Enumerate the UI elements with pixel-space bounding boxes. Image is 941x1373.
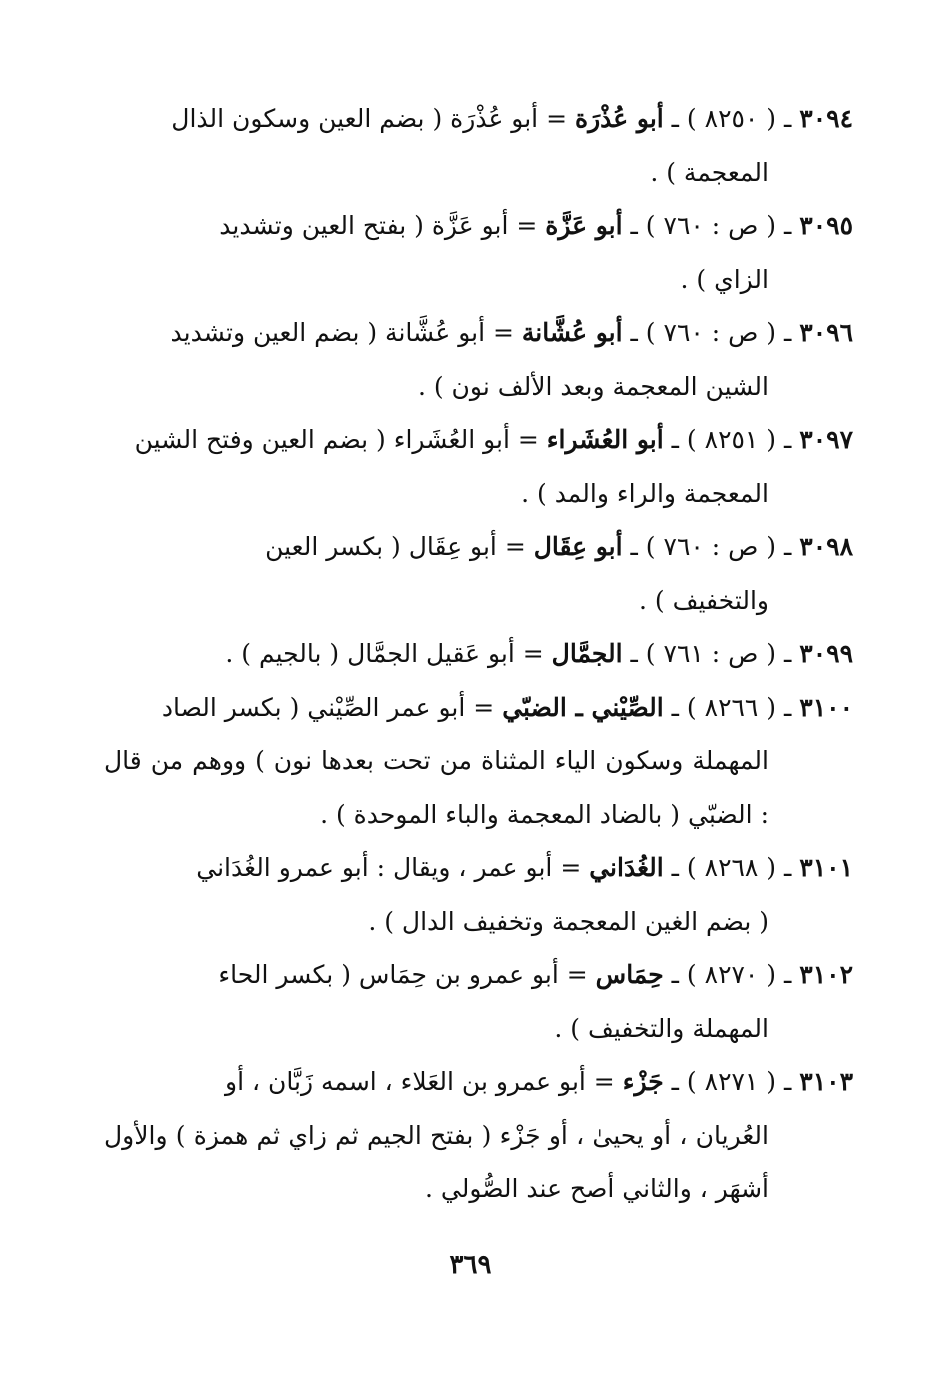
- entry-term: الغُدَاني: [589, 853, 664, 882]
- entry-term: الصِّيْني ـ الضبّي: [502, 692, 664, 722]
- entry-continuation: المعجمة والراء والمد ) .: [521, 478, 769, 508]
- entry-3103: [104, 1055, 853, 1216]
- entry-number: ٣٠٩٨: [799, 532, 853, 561]
- entry-reference: ـ ( ٨٢٦٨ ) ـ: [663, 853, 800, 882]
- entry-description: = أبو عَقيل الجمَّال ( بالجيم ) .: [225, 639, 552, 668]
- entry-3099: [104, 627, 853, 681]
- entry-reference: ـ ( ٨٢٥١ ) ـ: [663, 425, 800, 454]
- entry-description: = أبو عمرو بن حِمَاس ( بكسر الحاء: [218, 960, 596, 989]
- entry-continuation: الزاي ) .: [680, 264, 769, 294]
- entry-description: = أبو عِقَال ( بكسر العين: [265, 532, 534, 561]
- entry-3100: [104, 681, 853, 842]
- entry-term: الجمَّال: [551, 639, 623, 668]
- entry-3096: [104, 306, 853, 413]
- entry-description: = أبو عمر الصِّيْني ( بكسر الصاد: [161, 692, 503, 722]
- entry-reference: ـ ( ص : ٧٦١ ) ـ: [622, 639, 800, 668]
- entry-number: ٣٠٩٤: [799, 104, 853, 133]
- entry-reference: ـ ( ٨٢٧١ ) ـ: [663, 1067, 800, 1096]
- entry-continuation: الشين المعجمة وبعد الألف نون ) .: [417, 371, 769, 401]
- entry-term: أبو عُشَّانة: [521, 318, 623, 347]
- entry-term: أبو العُشَراء: [546, 425, 664, 454]
- entry-continuation: المعجمة ) .: [650, 157, 769, 187]
- entry-number: ٣٠٩٦: [799, 318, 853, 347]
- entry-number: ٣٠٩٩: [799, 639, 853, 668]
- entry-term: جَزْء: [622, 1067, 664, 1096]
- entry-continuation: المهملة وسكون الياء المثناة من تحت بعدها نون ) ووهم من قال : الضبّي ( بالضاد المعجمة والباء الموحدة ) .: [104, 746, 769, 829]
- entry-3097: [104, 413, 853, 520]
- entry-description: = أبو العُشَراء ( بضم العين وفتح الشين: [134, 425, 547, 454]
- entry-description: = أبو عمر ، ويقال : أبو عمرو الغُدَاني: [196, 853, 590, 882]
- entry-reference: ـ ( ٨٢٥٠ ) ـ: [663, 104, 800, 133]
- entry-description: = أبو عُشَّانة ( بضم العين وتشديد: [170, 318, 522, 347]
- entry-continuation: والتخفيف ) .: [639, 585, 769, 615]
- entry-description: = أبو عَزَّة ( بفتح العين وتشديد: [219, 211, 546, 240]
- entry-term: أبو عَزَّة: [545, 211, 623, 240]
- entry-description: = أبو عمرو بن العَلاء ، اسمه زَبَّان ، أو: [225, 1067, 623, 1096]
- entry-number: ٣١٠٣: [799, 1067, 853, 1096]
- entry-reference: ـ ( ص : ٧٦٠ ) ـ: [622, 211, 800, 240]
- entry-3102: [104, 948, 853, 1055]
- entry-number: ٣٠٩٧: [799, 425, 853, 454]
- entry-continuation: ( بضم الغين المعجمة وتخفيف الدال ) .: [368, 906, 769, 936]
- entry-description: = أبو عُذْرَة ( بضم العين وسكون الذال: [171, 104, 575, 133]
- entry-number: ٣١٠٢: [799, 960, 853, 989]
- entry-3098: [104, 520, 853, 627]
- entry-term: أبو عِقَال: [533, 532, 623, 561]
- entry-number: ٣١٠١: [799, 853, 853, 882]
- entry-reference: ـ ( ص : ٧٦٠ ) ـ: [622, 532, 800, 561]
- entry-continuation: المهملة والتخفيف ) .: [554, 1013, 769, 1043]
- entry-3095: [104, 199, 853, 306]
- page-number: ٣٦٩: [449, 1250, 492, 1280]
- entry-list: [104, 92, 853, 1216]
- entry-3101: [104, 841, 853, 948]
- entry-3094: [104, 92, 853, 199]
- entry-term: حِمَاس: [595, 960, 664, 989]
- entry-number: ٣١٠٠: [799, 692, 853, 722]
- entry-term: أبو عُذْرَة: [574, 104, 664, 133]
- entry-number: ٣٠٩٥: [799, 211, 853, 240]
- entry-reference: ـ ( ٨٢٧٠ ) ـ: [663, 960, 800, 989]
- entry-reference: ـ ( ص : ٧٦٠ ) ـ: [622, 318, 800, 347]
- entry-continuation: العُريان ، أو يحيىٰ ، أو جَزْء ( بفتح الجيم ثم زاي ثم همزة ) والأول أشهَر ، والثاني أصح عند الصُّولي .: [104, 1120, 769, 1203]
- entry-reference: ـ ( ٨٢٦٦ ) ـ: [663, 692, 800, 722]
